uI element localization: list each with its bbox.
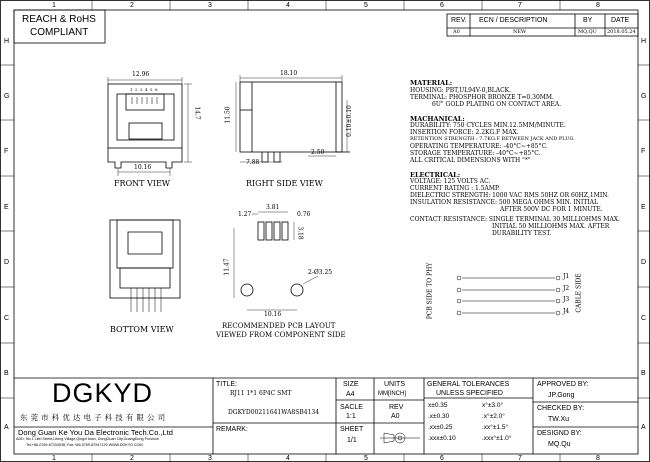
dim-side-foot: 7.88 xyxy=(246,159,260,166)
compliance-line: COMPLIANT xyxy=(30,27,89,38)
dim-pcb-hole: 2-Ø3.25 xyxy=(308,269,333,276)
sheet-label: SHEET xyxy=(340,426,364,433)
jack-label: J2 xyxy=(563,285,570,292)
spec-line: HOUSING: PBT,UL94V-0,BLACK. xyxy=(410,87,512,94)
spec-line: 6U" GOLD PLATING ON CONTACT AREA. xyxy=(432,101,562,108)
pcb-layout-outline xyxy=(241,222,303,296)
row-label: A xyxy=(641,424,646,431)
row-label: C xyxy=(641,315,647,322)
spec-line: TERMINAL: PHOSPHOR BRONZE T=0.30MM. xyxy=(410,94,554,101)
right-view-outline xyxy=(240,82,350,162)
row-label: F xyxy=(4,148,9,155)
dim-side-height: 11.50 xyxy=(224,106,232,124)
pin-number: 5 xyxy=(150,87,153,92)
jack-label: J3 xyxy=(563,296,570,303)
remark-label: REMARK: xyxy=(216,426,248,433)
company-name-cn: 东 莞 市 科 优 达 电 子 科 技 有 限 公 司 xyxy=(20,413,166,422)
row-label: F xyxy=(641,148,646,155)
material-title: MATERIAL: xyxy=(410,79,453,87)
spec-line: INSERTION FORCE: 2.2KG.F MAX. xyxy=(410,129,519,136)
pin-number: 4 xyxy=(145,87,148,92)
spec-line: DURABILITY: 750 CYCLES MIN.12.5MM/MINUTE. xyxy=(410,122,566,129)
size-label: SIZE xyxy=(343,381,359,388)
rev-value: A0 xyxy=(453,29,460,35)
checked-label: CHECKED BY: xyxy=(537,405,585,412)
size-value: A4 xyxy=(346,391,355,398)
col-label: 8 xyxy=(596,2,600,9)
pin-number: 3 xyxy=(140,87,143,92)
dim-front-width: 12.96 xyxy=(132,71,150,78)
row-label: H xyxy=(641,38,647,45)
pcb-layout-caption-2: VIEWED FROM COMPONENT SIDE xyxy=(216,331,346,339)
col-label: 3 xyxy=(208,2,212,9)
projection-symbol xyxy=(380,433,420,443)
spec-line: ALL CRITICAL DIMENSIONS WITH "*" xyxy=(410,157,531,164)
tolerance-label: GENERAL TOLERANCES xyxy=(427,381,510,388)
row-label: G xyxy=(641,93,647,100)
col-label: 8 xyxy=(596,455,600,462)
col-label: 3 xyxy=(208,455,212,462)
dim-side-pin: 0.10±0.10 xyxy=(345,105,353,137)
row-label: D xyxy=(641,259,647,266)
company-address: ADD: No.1 Lifei Street,Lifeng Village,Qingxi town, DongGuan City,GuangDong Province xyxy=(16,437,159,441)
col-label: 5 xyxy=(364,455,368,462)
date-header: DATE xyxy=(611,17,630,24)
col-label: 2 xyxy=(130,455,134,462)
row-label: C xyxy=(4,315,10,322)
bottom-view-caption: BOTTOM VIEW xyxy=(110,325,174,334)
right-view-caption: RIGHT SIDE VIEW xyxy=(246,179,323,188)
col-label: 1 xyxy=(52,2,56,9)
sheet-value: 1/1 xyxy=(347,437,357,444)
tolerance-label-2: UNLESS SPECIFIED xyxy=(436,390,503,397)
tolerance-angular: .xx°±1.5° xyxy=(482,424,509,431)
col-label: 2 xyxy=(130,2,134,9)
designed-value: MQ.Qu xyxy=(548,441,571,448)
col-label: 1 xyxy=(52,455,56,462)
approved-label: APPROVED BY: xyxy=(537,381,589,388)
designed-label: DESIGND BY: xyxy=(537,430,582,437)
by-value: MQ.QU xyxy=(578,29,597,35)
front-view-pins xyxy=(132,97,157,104)
dim-pcb-pad-len: 3.18 xyxy=(296,226,304,240)
dim-side-width: 18.10 xyxy=(280,70,298,77)
col-label: 4 xyxy=(286,2,290,9)
date-value: 2018.05.24 xyxy=(607,29,636,35)
dim-pcb-span: 10.16 xyxy=(264,311,282,318)
tolerance-angular: x°±3.0° xyxy=(482,402,504,409)
spec-line: DIELECTRIC STRENGTH: 1000 VAC RMS 50HZ OR 60HZ,1MIN. xyxy=(410,192,609,199)
part-number: DGKYD00211641WA8SB4134 xyxy=(228,409,320,416)
tolerance-linear: .xxx±0.10 xyxy=(428,435,456,442)
pin-number: 1 xyxy=(130,87,133,92)
tolerance-linear: .xx±0.25 xyxy=(428,424,453,431)
row-label: E xyxy=(641,204,646,211)
electrical-title: ELECTRICAL: xyxy=(410,171,461,179)
dim-side-tail: 2.50 xyxy=(311,149,325,156)
tolerance-angular: .x°±2.0° xyxy=(482,413,505,420)
dim-front-height: 14.7 xyxy=(193,106,201,120)
jack-label: J1 xyxy=(563,273,570,280)
spec-line: RETENTION STRENGTH : 7.7KG.F BETWEEN JACK AND PLUG. xyxy=(410,136,575,142)
col-label: 5 xyxy=(364,2,368,9)
row-label: E xyxy=(4,204,9,211)
front-view-outline xyxy=(108,84,182,168)
col-label: 6 xyxy=(440,2,444,9)
rev-value: A0 xyxy=(391,413,400,420)
pcb-side-label: PCB SIDE TO PHY xyxy=(426,262,434,320)
compliance-line: REACH & RoHS xyxy=(22,14,96,25)
spec-line: AFTER 500V DC FOR 1 MINUTE. xyxy=(500,206,603,213)
units-value: MM[INCH] xyxy=(378,391,406,397)
jack-schematic xyxy=(457,276,560,315)
tolerance-linear: x±0.35 xyxy=(428,402,448,409)
dim-pcb-pad: 0.76 xyxy=(297,211,311,218)
row-label: D xyxy=(4,259,10,266)
front-view-caption: FRONT VIEW xyxy=(114,179,171,188)
row-label: B xyxy=(4,370,9,377)
scale-label: SACLE xyxy=(340,404,363,411)
pcb-layout-dims xyxy=(234,212,318,310)
col-label: 4 xyxy=(286,455,290,462)
spec-line: OPERATING TEMPERATURE: -40°C~+85°C. xyxy=(410,143,548,150)
pcb-layout-caption: RECOMMENDED PCB LAYOUT xyxy=(222,322,336,330)
tolerance-angular: .xxx°±1.0° xyxy=(482,435,512,442)
spec-line: DURABILITY TEST. xyxy=(492,230,552,237)
title-label: TITLE: xyxy=(216,381,238,388)
bottom-view-pins xyxy=(131,288,161,312)
ecn-header: ECN / DESCRIPTION xyxy=(479,17,548,24)
spec-line: INSULATION RESISTANCE: 500 MEGA OHMS MIN. INITIAL xyxy=(410,199,598,206)
spec-line: VOLTAGE: 125 VOLTS AC. xyxy=(410,178,491,185)
col-label: 7 xyxy=(518,455,522,462)
ecn-value: NEW xyxy=(513,29,527,35)
scale-value: 1:1 xyxy=(346,413,356,420)
bottom-view-outline xyxy=(110,220,180,298)
rev-label: REV xyxy=(389,404,404,411)
spec-line: CONTACT RESISTANCE: SINGLE TERMINAL 30 MILLIOHMS MAX. xyxy=(410,216,620,223)
rev-header: REV. xyxy=(451,17,467,24)
approved-value: JP.Gong xyxy=(548,392,575,399)
company-contact: Tel:+86-0769-87334938; Fax:+86-0769-87947129 WWW.DGKYD.COM xyxy=(26,443,143,447)
dim-pcb-pitch: 1.27 xyxy=(238,211,252,218)
checked-value: TW.Xu xyxy=(548,416,570,423)
row-ticks xyxy=(0,65,650,398)
right-view-dims xyxy=(236,75,347,162)
jack-label: J4 xyxy=(563,308,570,315)
spec-line: CURRENT RATING : 1.5AMP. xyxy=(410,185,500,192)
pin-number: 2 xyxy=(135,87,138,92)
units-label: UNITS xyxy=(384,381,405,388)
dim-pcb-depth: 11.47 xyxy=(223,258,231,276)
row-label: G xyxy=(4,93,10,100)
row-label: B xyxy=(641,370,646,377)
company-logo: DGKYD xyxy=(52,378,154,408)
row-label: A xyxy=(4,424,9,431)
mechanical-title: MACHANICAL: xyxy=(410,115,465,123)
by-header: BY xyxy=(583,17,593,24)
pin-number: 6 xyxy=(155,87,158,92)
company-name-en: Dong Guan Ke You Da Electronic Tech.Co.,Ltd xyxy=(18,428,173,437)
spec-line: INITIAL 50 MILLIOHMS MAX. AFTER xyxy=(492,223,610,230)
dim-front-base: 10.16 xyxy=(134,164,152,171)
drawing-title: RJ11 1*1 6P4C SMT xyxy=(230,390,292,397)
col-label: 7 xyxy=(518,2,522,9)
cable-side-label: CABLE SIDE xyxy=(575,273,583,313)
col-label: 6 xyxy=(440,455,444,462)
dim-pcb-pad-width: 3.81 xyxy=(266,204,280,211)
row-label: H xyxy=(4,38,10,45)
spec-line: STORAGE TEMPERATURE: -40°C~+85°C. xyxy=(410,150,541,157)
tolerance-linear: .x±0.30 xyxy=(428,413,450,420)
